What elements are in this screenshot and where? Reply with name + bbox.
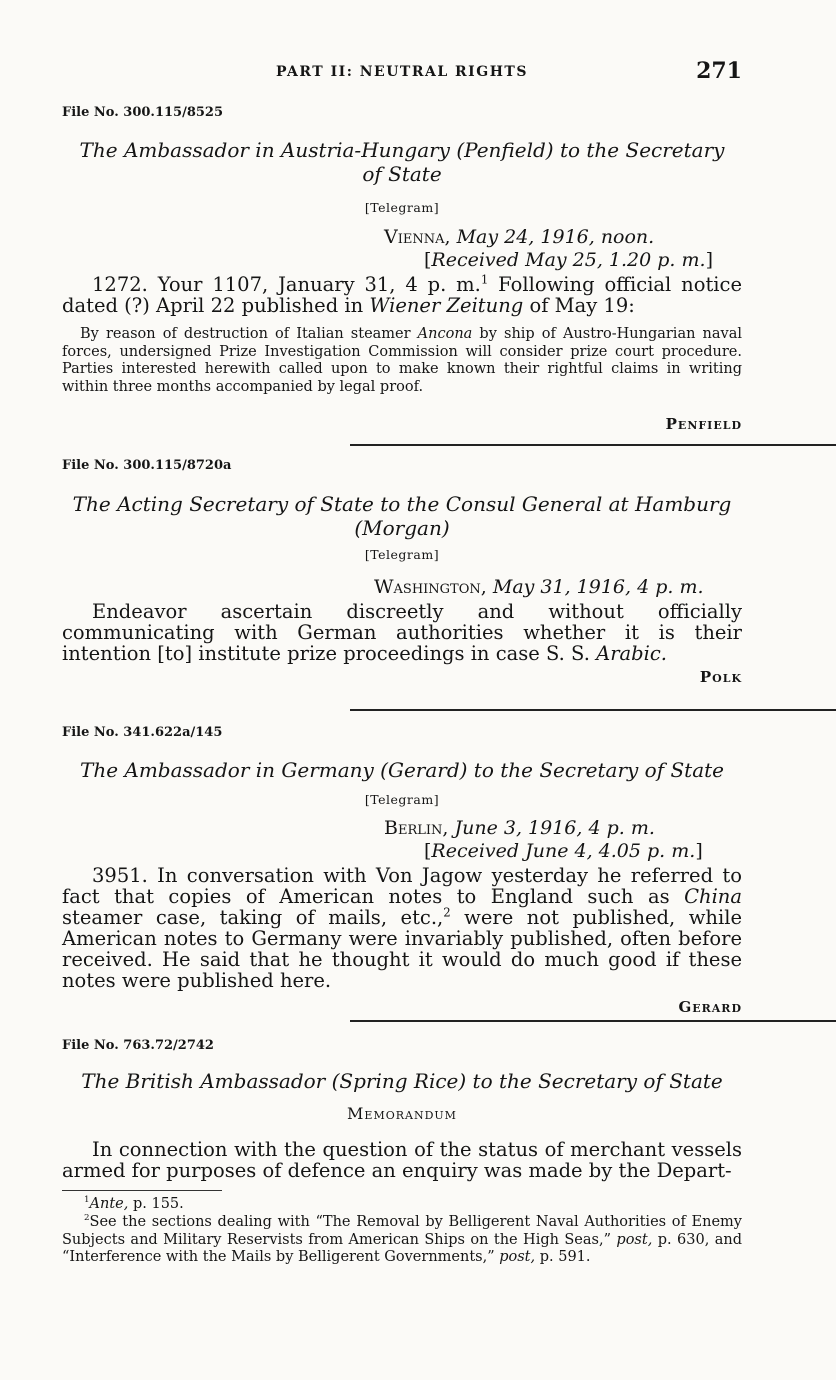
footnote-ref: 2: [443, 905, 451, 920]
footnote-2: $^2$See the sections dealing with “The Removal by Belligerent Naval Authorities of Enemy Subjects and Military Reservists from American Ships on the High Seas,” post, p. 630, and “Interference with the Mails by Belligerent Governments,” post, p. 591.: [62, 1213, 742, 1265]
telegram-label: [Telegram]: [364, 792, 440, 807]
dateline-place: Vienna,: [384, 226, 451, 248]
dateline-date: May 31, 1916, 4 p. m.: [492, 576, 704, 598]
dateline-place: Berlin,: [384, 817, 449, 839]
dateline-date: May 24, 1916, noon.: [456, 226, 655, 248]
file-number: File No. 763.72/2742: [62, 1038, 214, 1053]
ship-name: China: [684, 885, 742, 908]
heading-line: The Ambassador in Germany (Gerard) to the Secretary of State: [79, 758, 724, 782]
heading-line: (Morgan): [354, 516, 450, 540]
signer: Penfield: [665, 415, 742, 433]
footnote-divider: [62, 1190, 222, 1191]
heading-line: The Acting Secretary of State to the Consul General at Hamburg: [72, 492, 732, 516]
document-heading: [62, 1069, 742, 1093]
section-divider: [350, 444, 836, 446]
section-divider: [350, 1020, 836, 1022]
dateline: [62, 226, 836, 248]
document-heading: [62, 758, 742, 782]
heading-line: The Ambassador in Austria-Hungary (Penfield) to the Secretary: [79, 138, 725, 162]
heading-line: of State: [362, 162, 442, 186]
telegram-label: [Telegram]: [364, 200, 440, 215]
footnote-1: $^1$Ante, p. 155.: [84, 1195, 184, 1212]
file-number: File No. 341.622a/145: [62, 725, 223, 740]
received-line: [Received May 25, 1.20 p. m.]: [424, 249, 713, 271]
ship-name: Ancona: [417, 326, 473, 342]
document-heading: [62, 492, 742, 540]
signer: Gerard: [678, 998, 742, 1016]
received-date: Received June 4, 4.05 p. m.: [431, 840, 696, 862]
dateline-place: Washington,: [374, 576, 487, 598]
heading-line: The British Ambassador (Spring Rice) to the Secretary of State: [81, 1069, 723, 1093]
page-number: 271: [696, 58, 742, 84]
received-line: [Received June 4, 4.05 p. m.]: [424, 840, 703, 862]
memorandum-label: Memorandum: [347, 1104, 457, 1123]
quoted-notice: By reason of destruction of Italian steamer Ancona by ship of Austro-Hungarian naval forces, undersigned Prize Investigation Commission will consider prize court procedure. Parties interested herewith called upon to make known their rightful claims in writing within three months accompanied by legal proof.: [62, 326, 742, 395]
telegram-body: 3951. In conversation with Von Jagow yesterday he referred to fact that copies of American notes to England such as China steamer case, taking of mails, etc.,$^2$ were not published, while American notes to Germany were invariably published, often before received. He said that he thought it would do much good if these notes were published here.: [62, 864, 742, 992]
document-heading: [62, 138, 742, 186]
section-divider: [350, 709, 836, 711]
file-number: File No. 300.115/8525: [62, 105, 224, 120]
file-number: File No. 300.115/8720a: [62, 458, 232, 473]
footnote-ref: 1: [480, 272, 489, 287]
dateline: [62, 817, 836, 839]
telegram-body: 1272. Your 1107, January 31, 4 p. m.$^1$ Following official notice dated (?) April 22 published in Wiener Zeitung of May 19:: [62, 272, 742, 317]
signer: Polk: [699, 668, 742, 686]
memorandum-body: In connection with the question of the status of merchant vessels armed for purposes of defence an enquiry was made by the Depart-: [62, 1138, 742, 1182]
running-title: PART II: NEUTRAL RIGHTS: [276, 64, 528, 80]
ship-name: Arabic.: [596, 642, 667, 665]
running-head: [62, 58, 742, 88]
dateline: [62, 576, 836, 598]
dateline-date: June 3, 1916, 4 p. m.: [454, 817, 655, 839]
received-date: Received May 25, 1.20 p. m.: [431, 249, 706, 271]
newspaper-name: Wiener Zeitung: [369, 294, 524, 317]
telegram-body: Endeavor ascertain discreetly and without officially communicating with German authorities whether it is their intention [to] institute prize proceedings in case S. S. Arabic.: [62, 600, 742, 665]
telegram-label: [Telegram]: [364, 547, 440, 562]
